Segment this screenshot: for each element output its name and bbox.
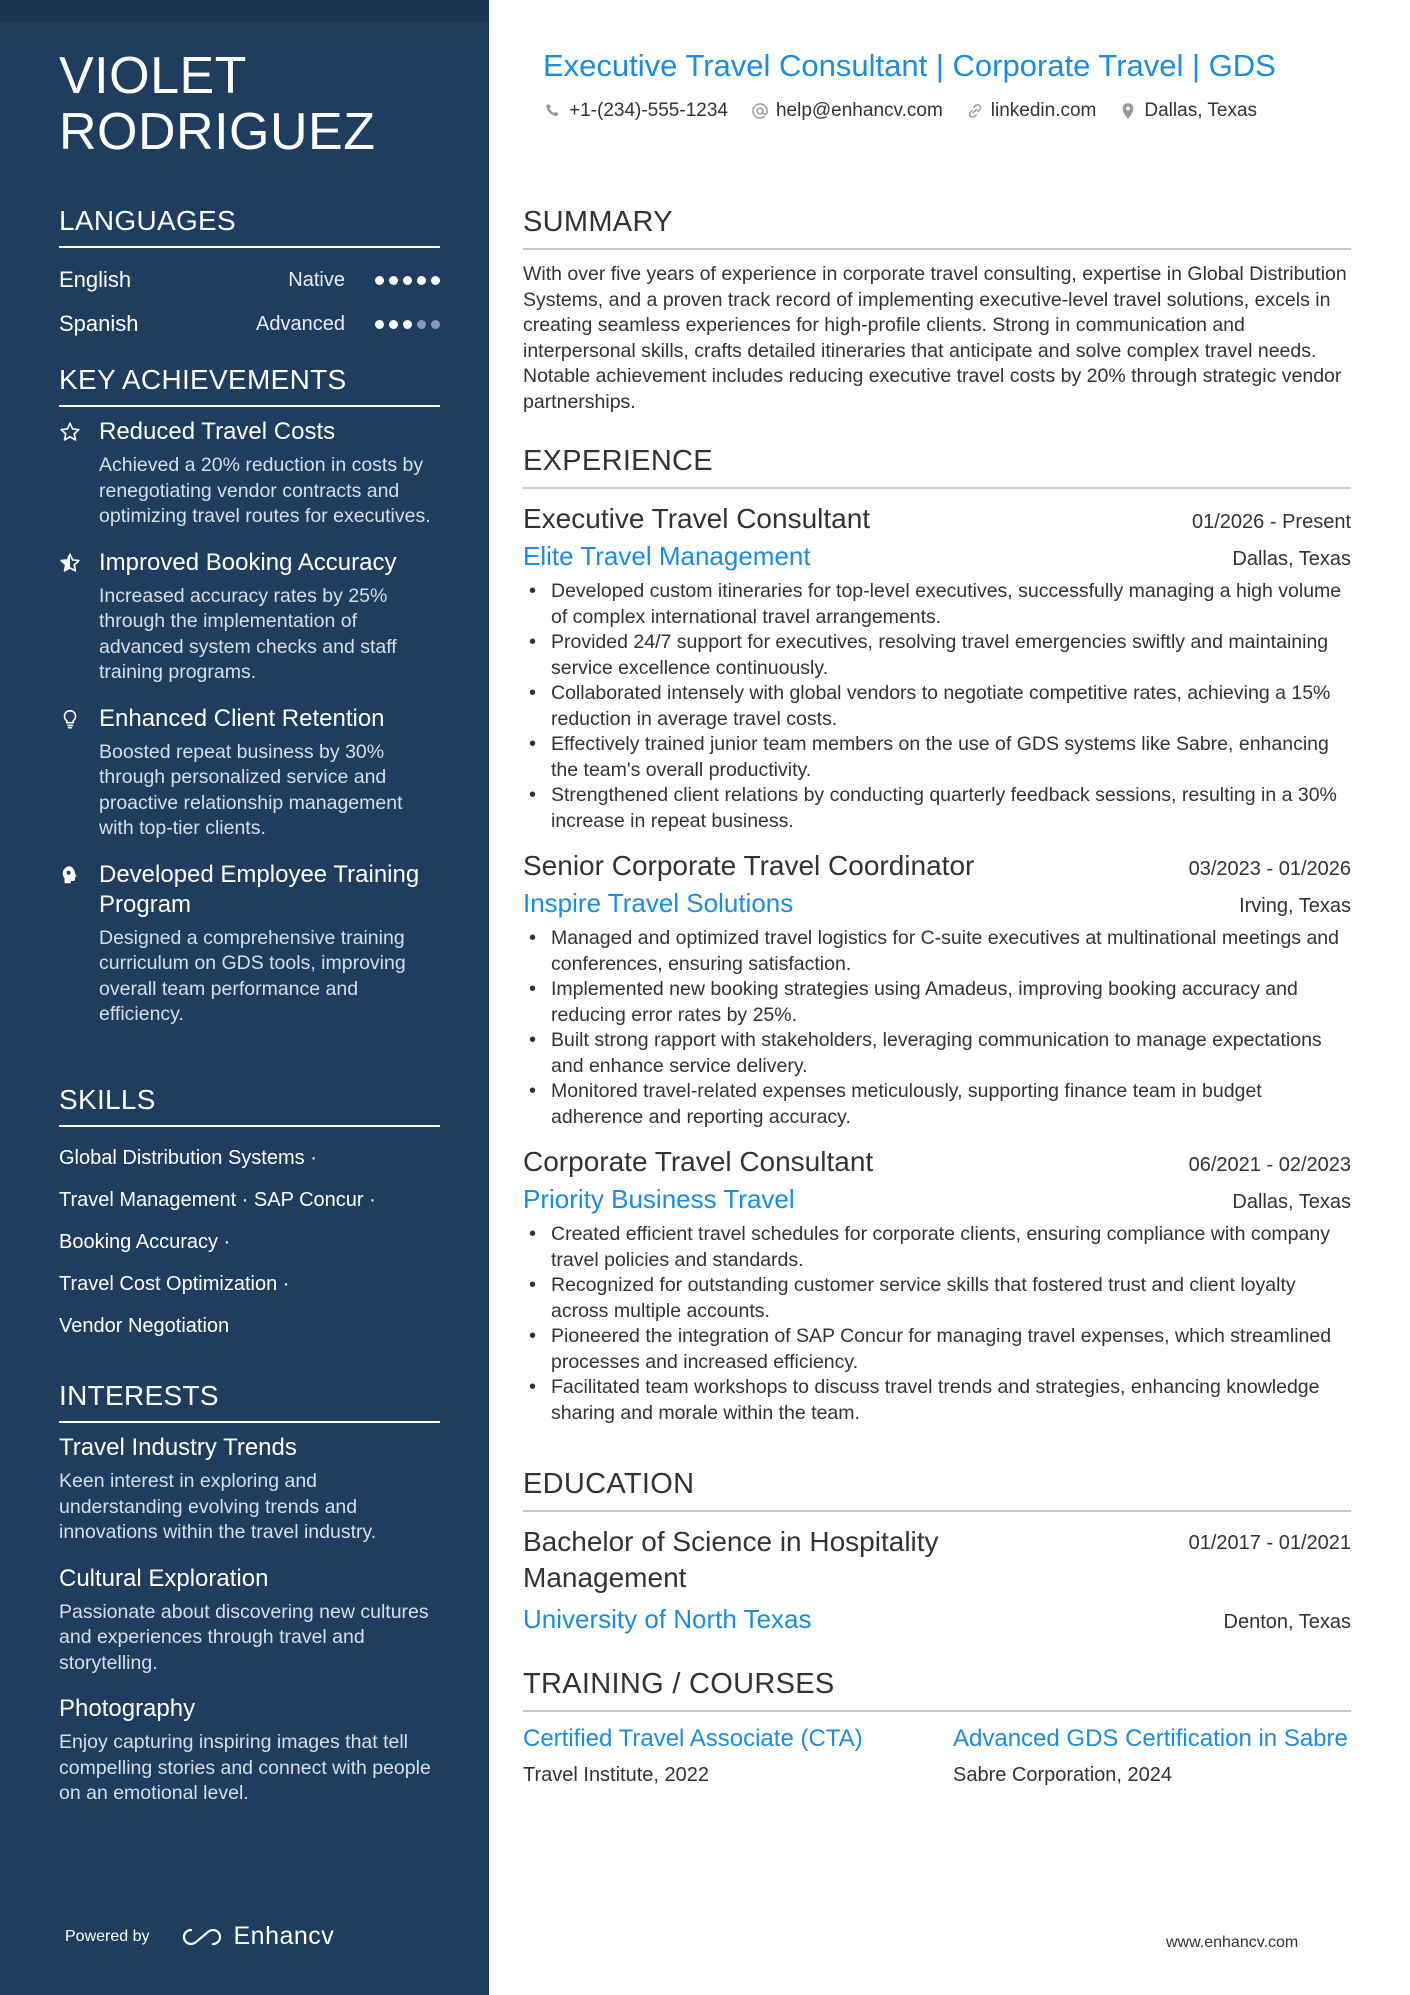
job-company: Inspire Travel Solutions (523, 888, 794, 918)
job-bullet: • Pioneered the integration of SAP Concur for managing travel expenses, which streamlined processes and increased efficiency. (523, 1324, 1351, 1375)
achievement-description: Achieved a 20% reduction in costs by renegotiating vendor contracts and optimizing travel routes for executives. (99, 454, 431, 527)
enhancv-brand: Enhancv (233, 1922, 335, 1950)
contact-email[interactable] (750, 100, 943, 122)
job-title: Corporate Travel Consultant (523, 1146, 874, 1177)
job-bullet: • Built strong rapport with stakeholders, leveraging communication to manage expectations and enhance service delivery. (523, 1028, 1351, 1079)
job-bullet: • Monitored travel-related expenses meticulously, supporting finance team in budget adherence and reporting accuracy. (523, 1079, 1351, 1130)
enhancv-logo-icon (180, 1926, 224, 1948)
achievements-title: KEY ACHIEVEMENTS (59, 363, 440, 407)
skill-row: Vendor Negotiation (59, 1315, 230, 1337)
language-level: Native (288, 268, 345, 291)
language-level: Advanced (256, 312, 345, 335)
skills-section (59, 1083, 440, 1347)
education-section (523, 1466, 1351, 1636)
footer-website[interactable]: www.enhancv.com (1166, 1934, 1299, 1951)
job-location: Irving, Texas (1239, 895, 1351, 917)
interest-title: Travel Industry Trends (59, 1434, 297, 1461)
job-bullets (523, 579, 1351, 834)
achievement-item (59, 417, 440, 530)
achievements-section (59, 363, 440, 1046)
education-title: EDUCATION (523, 1466, 1351, 1512)
languages-section (59, 204, 440, 346)
training-section (523, 1666, 1351, 1787)
achievement-description: Boosted repeat business by 30% through personalized service and proactive relationship management with top-tier clients. (99, 740, 403, 839)
interest-description: Enjoy capturing inspiring images that tell compelling stories and connect with people on an emotional level. (59, 1731, 431, 1804)
education-date: 01/2017 - 01/2021 (1188, 1532, 1351, 1554)
job-bullet: • Facilitated team workshops to discuss travel trends and strategies, enhancing knowledge sharing and morale within the team. (523, 1375, 1351, 1426)
job-bullet: • Strengthened client relations by conducting quarterly feedback sessions, resulting in a 30% increase in repeat business. (523, 783, 1351, 834)
course-title: Certified Travel Associate (CTA) (523, 1725, 863, 1752)
languages-title: LANGUAGES (59, 204, 440, 248)
job-bullet: • Developed custom itineraries for top-level executives, successfully managing a high volume of complex international travel arrangements. (523, 579, 1351, 630)
achievement-description: Designed a comprehensive training curriculum on GDS tools, improving overall team performance and efficiency. (99, 926, 406, 1025)
email-address: help@enhancv.com (775, 100, 943, 121)
job-bullet: • Implemented new booking strategies using Amadeus, improving booking accuracy and reducing error rates by 25%. (523, 977, 1351, 1028)
job-location: Dallas, Texas (1232, 548, 1351, 570)
interest-item (59, 1433, 440, 1546)
course-organization: Sabre Corporation, 2024 (953, 1764, 1173, 1786)
last-name: RODRIGUEZ (59, 103, 376, 161)
powered-by-label: Powered by (65, 1927, 150, 1945)
achievement-title: Developed Employee Training Program (99, 860, 420, 918)
proficiency-dot-empty (417, 320, 426, 329)
job-bullet: • Collaborated intensely with global vendors to negotiate competitive rates, achieving a 15% reduction in average travel costs. (523, 681, 1351, 732)
sidebar-top-bar (0, 0, 489, 23)
lightbulb-icon (59, 704, 99, 842)
course-organization: Travel Institute, 2022 (523, 1764, 710, 1786)
star-outline-icon (59, 417, 99, 530)
contact-link[interactable] (965, 100, 1097, 122)
job-date: 01/2026 - Present (1192, 511, 1351, 533)
interests-title: INTERESTS (59, 1379, 440, 1423)
language-row (59, 258, 440, 302)
contact-location (1118, 100, 1257, 122)
achievement-item (59, 548, 440, 686)
interest-title: Cultural Exploration (59, 1564, 269, 1592)
achievement-title: Reduced Travel Costs (99, 418, 336, 445)
sidebar (0, 0, 489, 1995)
candidate-name (59, 48, 449, 160)
job-bullet: • Provided 24/7 support for executives, resolving travel emergencies swiftly and maintaining service excellence continuously. (523, 630, 1351, 681)
location-text: Dallas, Texas (1144, 100, 1258, 121)
job-bullet: • Managed and optimized travel logistics for C-suite executives at multinational meetings and conferences, ensuring satisfaction. (523, 926, 1351, 977)
at-sign-icon (750, 101, 770, 121)
education-degree: Bachelor of Science in Hospitality Management (523, 1526, 939, 1593)
location-pin-icon (1118, 101, 1138, 121)
proficiency-dot-filled (375, 276, 384, 285)
summary-section (523, 204, 1351, 415)
language-proficiency-dots (375, 320, 440, 329)
training-title: TRAINING / COURSES (523, 1666, 1351, 1712)
experience-section (523, 443, 1351, 1440)
contact-phone[interactable] (543, 100, 728, 122)
job-company: Priority Business Travel (523, 1184, 795, 1214)
contact-bar (543, 100, 1279, 122)
enhancv-logo[interactable] (180, 1922, 335, 1951)
job-date: 03/2023 - 01/2026 (1188, 858, 1351, 880)
phone-number: +1-(234)-555-1234 (569, 100, 728, 121)
job-location: Dallas, Texas (1232, 1191, 1351, 1213)
skills-title: SKILLS (59, 1083, 440, 1127)
job-title: Senior Corporate Travel Coordinator (523, 850, 975, 881)
interests-section (59, 1379, 440, 1825)
skill-row: Global Distribution Systems · (59, 1147, 317, 1169)
achievement-item (59, 704, 440, 842)
head-brain-icon (59, 860, 99, 1028)
proficiency-dot-empty (431, 320, 440, 329)
job-entry (523, 501, 1351, 834)
proficiency-dot-filled (431, 276, 440, 285)
skill-row: Booking Accuracy · (59, 1231, 231, 1253)
language-name: Spanish (59, 311, 139, 336)
job-entry (523, 1144, 1351, 1426)
job-date: 06/2021 - 02/2023 (1188, 1154, 1351, 1176)
language-row (59, 302, 440, 346)
proficiency-dot-filled (389, 276, 398, 285)
achievement-description: Increased accuracy rates by 25% through the implementation of advanced system checks and staff training programs. (99, 584, 397, 683)
headline: Executive Travel Consultant | Corporate Travel | GDS (543, 48, 1276, 83)
proficiency-dot-filled (389, 320, 398, 329)
job-bullets (523, 1222, 1351, 1426)
language-proficiency-dots (375, 276, 440, 285)
summary-title: SUMMARY (523, 204, 1351, 250)
education-school: University of North Texas (523, 1604, 812, 1634)
interest-description: Keen interest in exploring and understanding evolving trends and innovations within the travel industry. (59, 1470, 377, 1543)
course-title: Advanced GDS Certification in Sabre (953, 1725, 1348, 1752)
interest-description: Passionate about discovering new cultures and experiences through travel and storytelling. (59, 1600, 429, 1674)
phone-icon (543, 101, 563, 121)
link-icon (965, 101, 985, 121)
link-text: linkedin.com (990, 100, 1097, 121)
interest-title: Photography (59, 1695, 196, 1722)
language-name: English (59, 267, 132, 292)
star-half-icon (59, 548, 99, 686)
powered-by (65, 1922, 334, 1951)
proficiency-dot-filled (403, 320, 412, 329)
job-bullet: • Recognized for outstanding customer service skills that fostered trust and client loyalty across multiple accounts. (523, 1273, 1351, 1324)
course-item (953, 1724, 1351, 1787)
interest-item (59, 1694, 440, 1807)
job-bullet: • Created efficient travel schedules for corporate clients, ensuring compliance with company travel policies and standards. (523, 1222, 1351, 1273)
proficiency-dot-filled (417, 276, 426, 285)
skill-row: Travel Management · SAP Concur · (59, 1189, 376, 1211)
education-location: Denton, Texas (1223, 1611, 1351, 1633)
job-bullets (523, 926, 1351, 1130)
summary-text: With over five years of experience in corporate travel consulting, expertise in Global Distribution Systems, and a proven track record of implementing executive-level travel solutions, excels in creating seamless experiences for high-profile clients. Strong in communication and interpersonal skills, crafts detailed itineraries that anticipate and solve complex travel needs. Notable achievement includes reducing executive travel costs by 20% through strategic vendor partnerships. (523, 263, 1347, 413)
achievement-title: Enhanced Client Retention (99, 704, 385, 732)
job-company: Elite Travel Management (523, 541, 811, 571)
first-name: VIOLET (59, 47, 247, 105)
proficiency-dot-filled (403, 276, 412, 285)
skill-list (59, 1137, 440, 1347)
job-title: Executive Travel Consultant (523, 503, 871, 534)
job-bullet: • Effectively trained junior team members on the use of GDS systems like Sabre, enhancing the team's overall productivity. (523, 732, 1351, 783)
experience-title: EXPERIENCE (523, 443, 1351, 489)
proficiency-dot-filled (375, 320, 384, 329)
achievement-title: Improved Booking Accuracy (99, 548, 397, 576)
skill-row: Travel Cost Optimization · (59, 1273, 290, 1295)
interest-item (59, 1564, 440, 1677)
job-entry (523, 848, 1351, 1130)
course-item (523, 1724, 953, 1787)
achievement-item (59, 860, 440, 1028)
main-content (489, 0, 1410, 1995)
